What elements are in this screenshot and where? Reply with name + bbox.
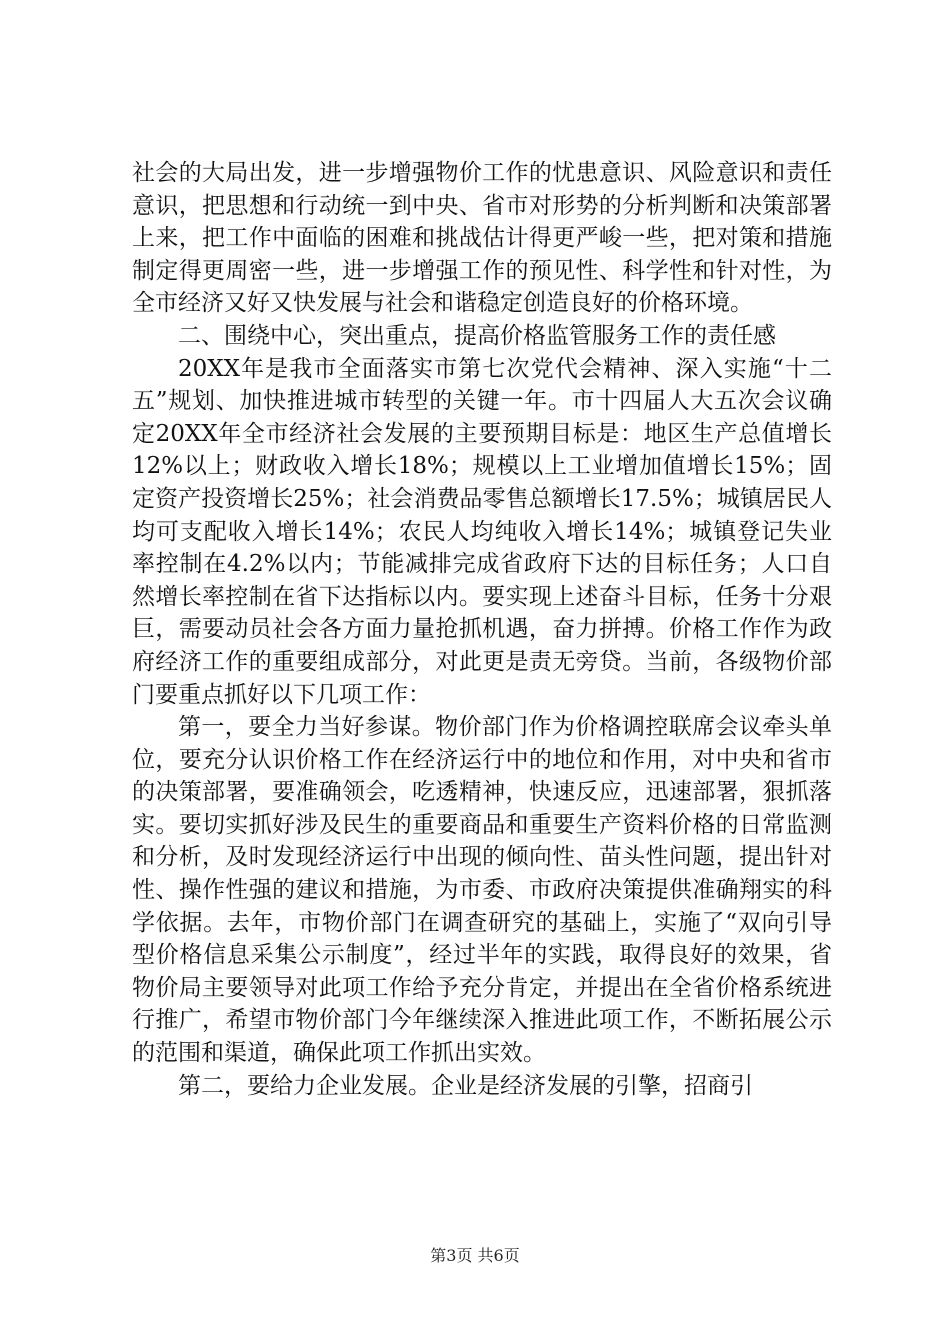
section-heading: 二、围绕中心，突出重点，提高价格监管服务工作的责任感 [178, 322, 776, 349]
paragraph-second-point: 第二，要给力企业发展。企业是经济发展的引擎，招商引 [178, 1072, 753, 1099]
page-footer: 第3页 共6页 [430, 1246, 520, 1265]
paragraph-goals: 20XX年是我市全面落实市第七次党代会精神、深入实施“十二五”规划、加快推进城市转型的关键一年。市十四届人大五次会议确定20XX年全市经济社会发展的主要预期目标是：地区生产总值增长12%以上；财政收入增长18%；规模以上工业增加值增长15%；固定资产投资增长25%；社会消费品零售总额增长17.5%；城镇居民人均可支配收入增长14%；农民人均纯收入增长14%；城镇登记失业率控制在4.2%以内；节能减排完成省政府下达的目标任务；人口自然增长率控制在省下达指标以内。要实现上述奋斗目标，任务十分艰巨，需要动员社会各方面力量抢抓机遇，奋力拼搏。价格工作作为政府经济工作的重要组成部分，对此更是责无旁贷。当前，各级物价部门要重点抓好以下几项工作： [132, 355, 832, 708]
document-body [132, 157, 832, 1102]
paragraph-continuation: 社会的大局出发，进一步增强物价工作的忧患意识、风险意识和责任意识，把思想和行动统一到中央、省市对形势的分析判断和决策部署上来，把工作中面临的困难和挑战估计得更严峻一些，把对策和措施制定得更周密一些，进一步增强工作的预见性、科学性和针对性，为全市经济又好又快发展与社会和谐稳定创造良好的价格环境。 [132, 160, 832, 317]
paragraph-first-point: 第一，要全力当好参谋。物价部门作为价格调控联席会议牵头单位，要充分认识价格工作在经济运行中的地位和作用，对中央和省市的决策部署，要准确领会，吃透精神，快速反应，迅速部署，狠抓落实。要切实抓好涉及民生的重要商品和重要生产资料价格的日常监测和分析，及时发现经济运行中出现的倾向性、苗头性问题，提出针对性、操作性强的建议和措施，为市委、市政府决策提供准确翔实的科学依据。去年，市物价部门在调查研究的基础上，实施了“双向引导型价格信息采集公示制度”，经过半年的实践，取得良好的效果，省物价局主要领导对此项工作给予充分肯定，并提出在全省价格系统进行推广，希望市物价部门今年继续深入推进此项工作，不断拓展公示的范围和渠道，确保此项工作抓出实效。 [132, 714, 832, 1067]
